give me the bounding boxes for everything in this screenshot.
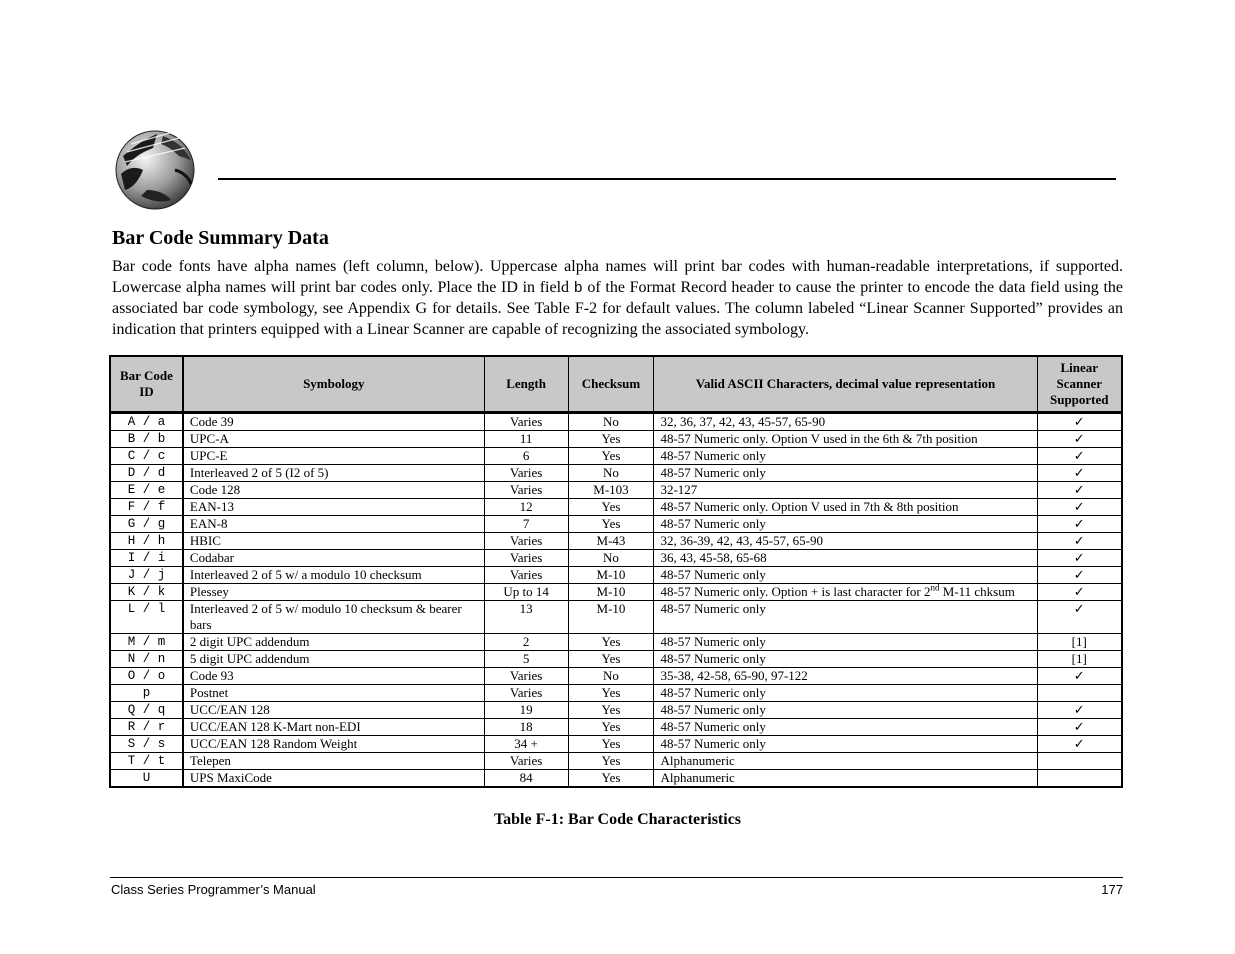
- header-length: Length: [484, 356, 568, 413]
- cell-symbology: EAN-13: [183, 499, 484, 516]
- intro-paragraph: [112, 257, 1123, 340]
- cell-bar-code-id: R / r: [110, 719, 183, 736]
- cell-linear-scanner: ✓: [1037, 702, 1122, 719]
- table-row: [110, 719, 1122, 736]
- cell-length: 12: [484, 499, 568, 516]
- cell-checksum: M-10: [568, 601, 654, 634]
- footer-rule: [110, 877, 1123, 878]
- table-row: [110, 736, 1122, 753]
- cell-symbology: EAN-8: [183, 516, 484, 533]
- cell-checksum: Yes: [568, 685, 654, 702]
- table-row: [110, 550, 1122, 567]
- ordinal-superscript: nd: [930, 582, 940, 593]
- cell-length: 5: [484, 651, 568, 668]
- header-rule: [218, 178, 1116, 180]
- cell-checksum: Yes: [568, 431, 654, 448]
- cell-checksum: No: [568, 465, 654, 482]
- table-row: [110, 448, 1122, 465]
- cell-checksum: Yes: [568, 634, 654, 651]
- section-heading: Bar Code Summary Data: [112, 227, 329, 249]
- table-row: [110, 567, 1122, 584]
- header-linear-scanner: Linear Scanner Supported: [1037, 356, 1122, 413]
- cell-valid-ascii: Alphanumeric: [654, 753, 1037, 770]
- intro-text-1: Bar code fonts have alpha names (left column, below). Uppercase alpha names will print bar codes with human-readable interpretations, if supported. Lowercase alpha names will print bar codes only. Place the ID in field: [112, 258, 1123, 296]
- cell-checksum: No: [568, 668, 654, 685]
- cell-valid-ascii: 48-57 Numeric only: [654, 702, 1037, 719]
- cell-valid-ascii: 48-57 Numeric only: [654, 516, 1037, 533]
- cell-bar-code-id: K / k: [110, 584, 183, 601]
- footer-manual-title: Class Series Programmer’s Manual: [111, 882, 316, 897]
- cell-valid-ascii: 35-38, 42-58, 65-90, 97-122: [654, 668, 1037, 685]
- valid-text: 48-57 Numeric only. Option + is last character for 2: [660, 584, 931, 599]
- cell-length: Varies: [484, 533, 568, 550]
- cell-symbology: HBIC: [183, 533, 484, 550]
- cell-linear-scanner: ✓: [1037, 567, 1122, 584]
- table-row: [110, 651, 1122, 668]
- bar-code-table: [109, 355, 1123, 788]
- cell-linear-scanner: ✓: [1037, 719, 1122, 736]
- cell-checksum: Yes: [568, 499, 654, 516]
- cell-length: 84: [484, 770, 568, 788]
- cell-valid-ascii: 48-57 Numeric only: [654, 685, 1037, 702]
- cell-linear-scanner: ✓: [1037, 736, 1122, 753]
- cell-valid-ascii: 48-57 Numeric only: [654, 567, 1037, 584]
- cell-checksum: No: [568, 550, 654, 567]
- cell-linear-scanner: ✓: [1037, 448, 1122, 465]
- cell-symbology: Postnet: [183, 685, 484, 702]
- table-row: [110, 685, 1122, 702]
- cell-valid-ascii: 48-57 Numeric only: [654, 465, 1037, 482]
- cell-bar-code-id: B / b: [110, 431, 183, 448]
- cell-symbology: Interleaved 2 of 5 (I2 of 5): [183, 465, 484, 482]
- cell-symbology: UPC-E: [183, 448, 484, 465]
- cell-symbology: UCC/EAN 128: [183, 702, 484, 719]
- header-bar-code-id: Bar Code ID: [110, 356, 183, 413]
- cell-linear-scanner: [1]: [1037, 634, 1122, 651]
- cell-bar-code-id: N / n: [110, 651, 183, 668]
- cell-valid-ascii: Alphanumeric: [654, 770, 1037, 788]
- cell-valid-ascii: 48-57 Numeric only: [654, 601, 1037, 634]
- cell-bar-code-id: E / e: [110, 482, 183, 499]
- cell-symbology: UCC/EAN 128 K-Mart non-EDI: [183, 719, 484, 736]
- cell-symbology: Code 39: [183, 413, 484, 431]
- cell-bar-code-id: U: [110, 770, 183, 788]
- cell-bar-code-id: p: [110, 685, 183, 702]
- cell-symbology: Interleaved 2 of 5 w/ a modulo 10 checksum: [183, 567, 484, 584]
- cell-symbology: Telepen: [183, 753, 484, 770]
- cell-checksum: Yes: [568, 516, 654, 533]
- cell-bar-code-id: M / m: [110, 634, 183, 651]
- cell-valid-ascii: 48-57 Numeric only: [654, 719, 1037, 736]
- cell-valid-ascii: 48-57 Numeric only. Option V used in the 6th & 7th position: [654, 431, 1037, 448]
- cell-linear-scanner: ✓: [1037, 601, 1122, 634]
- cell-bar-code-id: G / g: [110, 516, 183, 533]
- cell-linear-scanner: ✓: [1037, 584, 1122, 601]
- table-row: [110, 465, 1122, 482]
- cell-valid-ascii: 48-57 Numeric only: [654, 736, 1037, 753]
- cell-symbology: 2 digit UPC addendum: [183, 634, 484, 651]
- table-row: [110, 499, 1122, 516]
- cell-bar-code-id: H / h: [110, 533, 183, 550]
- globe-logo: [113, 126, 197, 210]
- cell-bar-code-id: F / f: [110, 499, 183, 516]
- header-symbology: Symbology: [183, 356, 484, 413]
- table-row: [110, 668, 1122, 685]
- cell-bar-code-id: L / l: [110, 601, 183, 634]
- table-row: [110, 431, 1122, 448]
- cell-symbology: Plessey: [183, 584, 484, 601]
- cell-length: Varies: [484, 668, 568, 685]
- cell-checksum: Yes: [568, 651, 654, 668]
- cell-bar-code-id: C / c: [110, 448, 183, 465]
- cell-valid-ascii: 48-57 Numeric only: [654, 448, 1037, 465]
- cell-bar-code-id: O / o: [110, 668, 183, 685]
- header-checksum: Checksum: [568, 356, 654, 413]
- cell-valid-ascii: 48-57 Numeric only: [654, 634, 1037, 651]
- cell-valid-ascii: 32-127: [654, 482, 1037, 499]
- cell-length: Varies: [484, 567, 568, 584]
- table-row: [110, 601, 1122, 634]
- cell-length: Varies: [484, 482, 568, 499]
- cell-symbology: Code 128: [183, 482, 484, 499]
- table-row: [110, 702, 1122, 719]
- table-row: [110, 753, 1122, 770]
- table-header-row: [110, 356, 1122, 413]
- cell-checksum: Yes: [568, 448, 654, 465]
- cell-symbology: 5 digit UPC addendum: [183, 651, 484, 668]
- cell-symbology: Interleaved 2 of 5 w/ modulo 10 checksum & bearer bars: [183, 601, 484, 634]
- cell-linear-scanner: ✓: [1037, 668, 1122, 685]
- cell-length: Varies: [484, 753, 568, 770]
- cell-checksum: Yes: [568, 770, 654, 788]
- cell-linear-scanner: ✓: [1037, 533, 1122, 550]
- table-row: [110, 413, 1122, 431]
- cell-length: 18: [484, 719, 568, 736]
- footer-page-number: 177: [1101, 882, 1123, 897]
- cell-bar-code-id: T / t: [110, 753, 183, 770]
- cell-symbology: Code 93: [183, 668, 484, 685]
- cell-valid-ascii: 48-57 Numeric only. Option V used in 7th & 8th position: [654, 499, 1037, 516]
- cell-valid-ascii: 48-57 Numeric only: [654, 651, 1037, 668]
- cell-bar-code-id: I / i: [110, 550, 183, 567]
- cell-length: Up to 14: [484, 584, 568, 601]
- cell-checksum: M-43: [568, 533, 654, 550]
- cell-bar-code-id: A / a: [110, 413, 183, 431]
- cell-bar-code-id: S / s: [110, 736, 183, 753]
- cell-length: 2: [484, 634, 568, 651]
- cell-checksum: Yes: [568, 719, 654, 736]
- intro-field-code: b: [573, 279, 583, 297]
- cell-length: Varies: [484, 465, 568, 482]
- cell-checksum: Yes: [568, 736, 654, 753]
- cell-linear-scanner: [1037, 753, 1122, 770]
- table-row: [110, 770, 1122, 788]
- cell-linear-scanner: ✓: [1037, 413, 1122, 431]
- cell-symbology: UCC/EAN 128 Random Weight: [183, 736, 484, 753]
- cell-length: Varies: [484, 413, 568, 431]
- cell-checksum: M-103: [568, 482, 654, 499]
- cell-valid-ascii: 32, 36, 37, 42, 43, 45-57, 65-90: [654, 413, 1037, 431]
- cell-length: 7: [484, 516, 568, 533]
- cell-linear-scanner: ✓: [1037, 550, 1122, 567]
- cell-checksum: Yes: [568, 753, 654, 770]
- cell-length: 11: [484, 431, 568, 448]
- table-row: [110, 533, 1122, 550]
- cell-bar-code-id: Q / q: [110, 702, 183, 719]
- intro-text-2: of the Format Record header to cause the printer to encode the data field using the associated bar code symbology, see Appendix G for details. See Table F-2 for default values. The column labeled “Linear Scanner Supported” provides an indication that printers equipped with a Linear Scanner are capable of recognizing the associated symbology.: [112, 278, 1124, 338]
- header-valid-ascii: Valid ASCII Characters, decimal value representation: [654, 356, 1037, 413]
- cell-linear-scanner: ✓: [1037, 465, 1122, 482]
- cell-symbology: Codabar: [183, 550, 484, 567]
- table-row: [110, 584, 1122, 601]
- table-caption: Table F-1: Bar Code Characteristics: [493, 811, 742, 828]
- cell-length: 13: [484, 601, 568, 634]
- cell-length: 34 +: [484, 736, 568, 753]
- cell-length: 19: [484, 702, 568, 719]
- cell-symbology: UPC-A: [183, 431, 484, 448]
- cell-linear-scanner: ✓: [1037, 516, 1122, 533]
- table-body: [110, 413, 1122, 788]
- cell-linear-scanner: ✓: [1037, 431, 1122, 448]
- cell-bar-code-id: D / d: [110, 465, 183, 482]
- valid-text-cont: M-11 chksum: [939, 584, 1015, 599]
- cell-checksum: Yes: [568, 702, 654, 719]
- cell-linear-scanner: [1037, 770, 1122, 788]
- cell-checksum: M-10: [568, 584, 654, 601]
- cell-linear-scanner: ✓: [1037, 499, 1122, 516]
- cell-linear-scanner: [1]: [1037, 651, 1122, 668]
- cell-linear-scanner: ✓: [1037, 482, 1122, 499]
- cell-bar-code-id: J / j: [110, 567, 183, 584]
- cell-valid-ascii: 36, 43, 45-58, 65-68: [654, 550, 1037, 567]
- cell-linear-scanner: [1037, 685, 1122, 702]
- cell-length: 6: [484, 448, 568, 465]
- cell-length: Varies: [484, 550, 568, 567]
- cell-valid-ascii: 32, 36-39, 42, 43, 45-57, 65-90: [654, 533, 1037, 550]
- cell-length: Varies: [484, 685, 568, 702]
- cell-symbology: UPS MaxiCode: [183, 770, 484, 788]
- table-row: [110, 516, 1122, 533]
- cell-checksum: M-10: [568, 567, 654, 584]
- cell-checksum: No: [568, 413, 654, 431]
- cell-valid-ascii: [654, 584, 1037, 601]
- table-row: [110, 634, 1122, 651]
- table-row: [110, 482, 1122, 499]
